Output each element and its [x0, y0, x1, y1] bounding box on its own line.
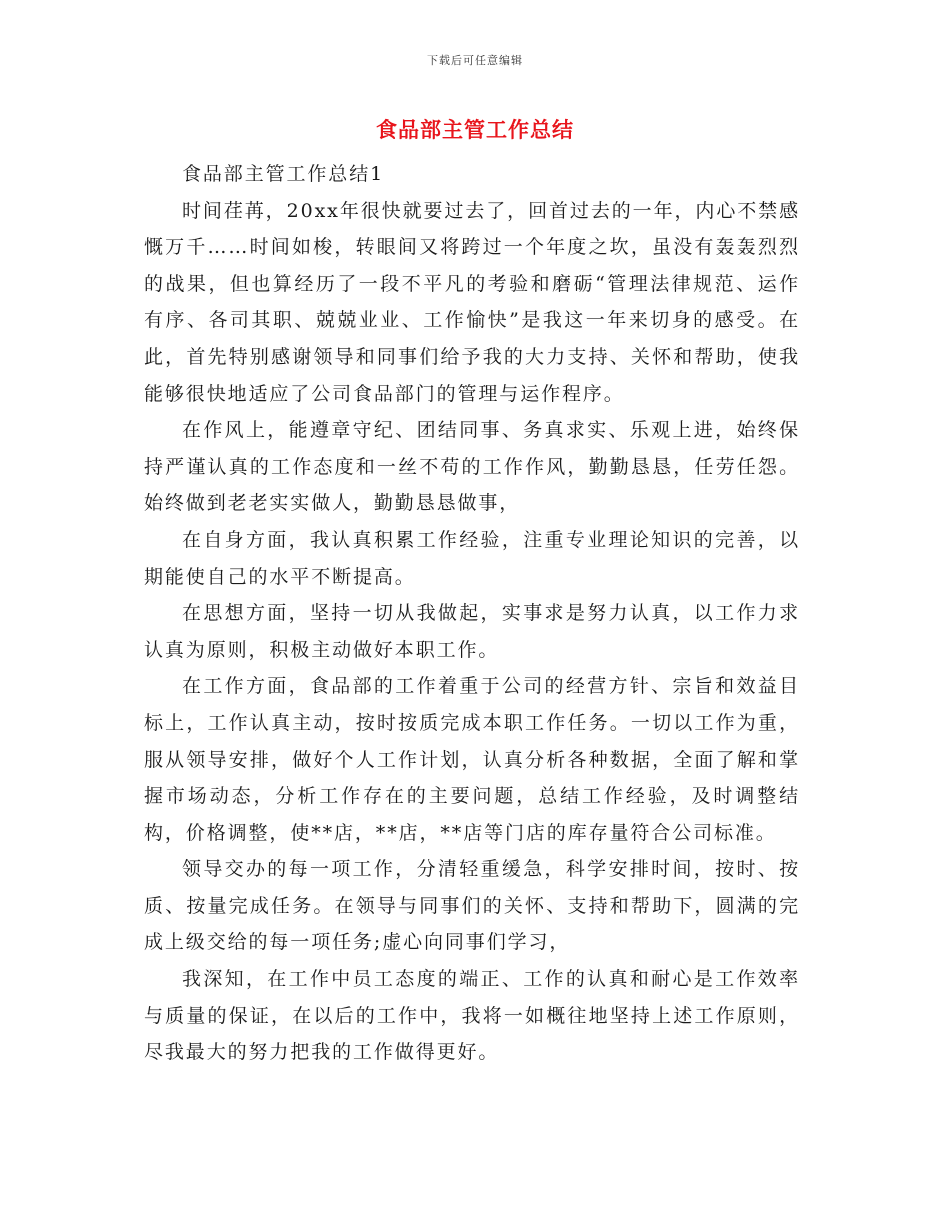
document-body: [144, 156, 800, 1071]
paragraph-thinking: 在思想方面，坚持一切从我做起，实事求是努力认真，以工作力求认真为原则，积极主动做好本职工作。: [144, 602, 800, 661]
paragraph-tasks: 领导交办的每一项工作，分清轻重缓急，科学安排时间，按时、按质、按量完成任务。在领导与同事们的关怀、支持和帮助下，圆满的完成上级交给的每一项任务;虚心向同事们学习，: [144, 858, 800, 954]
paragraph-work: 在工作方面，食品部的工作着重于公司的经营方针、宗旨和效益目标上，工作认真主动，按时按质完成本职工作任务。一切以工作为重，服从领导安排，做好个人工作计划，认真分析各种数据，全面了解和掌握市场动态，分析工作存在的主要问题，总结工作经验，及时调整结构，价格调整，使**店，**店，**店等门店的库存量符合公司标准。: [144, 675, 800, 844]
document-title: 食品部主管工作总结: [376, 117, 574, 142]
paragraph-conclusion: 我深知，在工作中员工态度的端正、工作的认真和耐心是工作效率与质量的保证，在以后的工作中，我将一如概往地坚持上述工作原则，尽我最大的努力把我的工作做得更好。: [144, 968, 800, 1064]
paragraph-self: 在自身方面，我认真积累工作经验，注重专业理论知识的完善，以期能使自己的水平不断提高。: [144, 528, 800, 588]
page-header: 下载后可任意编辑: [427, 54, 523, 67]
paragraph-work-style: 在作风上，能遵章守纪、团结同事、务真求实、乐观上进，始终保持严谨认真的工作态度和一丝不苟的工作作风，勤勤恳恳，任劳任怨。始终做到老老实实做人，勤勤恳恳做事，: [144, 419, 800, 515]
paragraph-intro: 时间荏苒，20xx年很快就要过去了，回首过去的一年，内心不禁感慨万千……时间如梭，转眼间又将跨过一个年度之坎，虽没有轰轰烈烈的战果，但也算经历了一段不平凡的考验和磨砺“管理法律规范、运作有序、各司其职、兢兢业业、工作愉快”是我这一年来切身的感受。在此，首先特别感谢领导和同事们给予我的大力支持、关怀和帮助，使我能够很快地适应了公司食品部门的管理与运作程序。: [144, 199, 800, 405]
section-heading: 食品部主管工作总结1: [182, 163, 385, 185]
